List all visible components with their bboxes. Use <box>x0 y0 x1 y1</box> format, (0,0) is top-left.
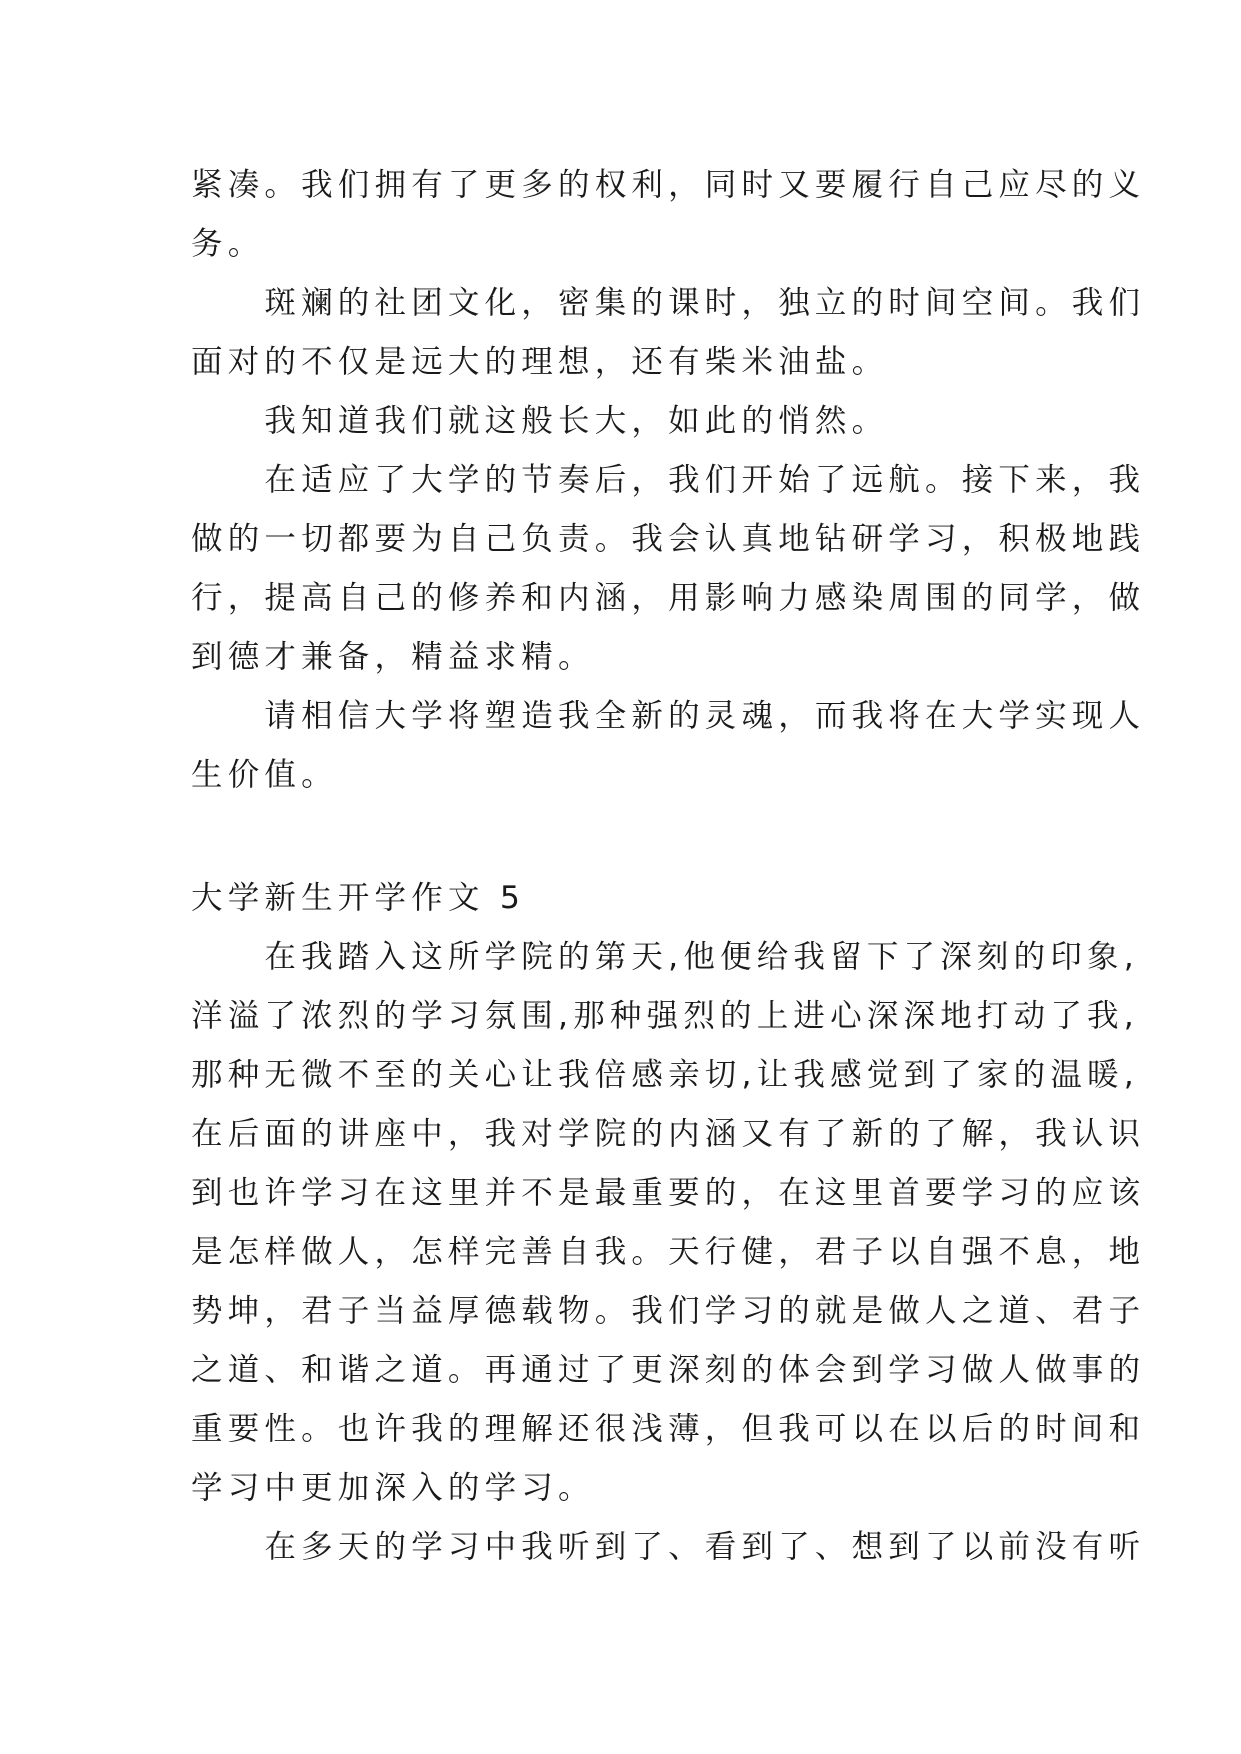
text-line: 做的一切都要为自己负责。我会认真地钻研学习，积极地践 <box>191 521 1146 557</box>
text-line: 是怎样做人，怎样完善自我。天行健，君子以自强不息，地 <box>191 1234 1146 1270</box>
text-line: 到也许学习在这里并不是最重要的，在这里首要学习的应该 <box>191 1175 1146 1211</box>
text-line: 洋溢了浓烈的学习氛围,那种强烈的上进心深深地打动了我, <box>191 998 1139 1034</box>
text-line: 在多天的学习中我听到了、看到了、想到了以前没有听 <box>191 1529 1146 1565</box>
paragraph <box>191 687 1146 805</box>
text-line: 在后面的讲座中，我对学院的内涵又有了新的了解，我认识 <box>191 1116 1146 1152</box>
paragraph <box>191 274 1146 392</box>
text-line: 势坤，君子当益厚德载物。我们学习的就是做人之道、君子 <box>191 1293 1146 1329</box>
text-line: 在适应了大学的节奏后，我们开始了远航。接下来，我 <box>191 462 1146 498</box>
section-heading-text: 大学新生开学作文 5 <box>191 880 526 916</box>
text-line: 在我踏入这所学院的第天,他便给我留下了深刻的印象, <box>191 939 1139 975</box>
paragraph <box>191 392 1059 451</box>
text-line: 行，提高自己的修养和内涵，用影响力感染周围的同学，做 <box>191 580 1146 616</box>
section-gap <box>191 805 1059 869</box>
text-line: 紧凑。我们拥有了更多的权利，同时又要履行自己应尽的义 <box>191 167 1146 203</box>
paragraph <box>191 451 1146 687</box>
text-line: 学习中更加深入的学习。 <box>191 1470 595 1506</box>
text-column <box>191 156 1146 1577</box>
text-line: 生价值。 <box>191 757 338 793</box>
text-line: 斑斓的社团文化，密集的课时，独立的时间空间。我们 <box>191 285 1146 321</box>
paragraph <box>191 156 1146 274</box>
text-line: 重要性。也许我的理解还很浅薄，但我可以在以后的时间和 <box>191 1411 1146 1447</box>
section-heading <box>191 869 1059 928</box>
text-line: 我知道我们就这般长大，如此的悄然。 <box>191 403 889 439</box>
text-line: 到德才兼备，精益求精。 <box>191 639 595 675</box>
text-line: 那种无微不至的关心让我倍感亲切,让我感觉到了家的温暖, <box>191 1057 1139 1093</box>
text-line: 之道、和谐之道。再通过了更深刻的体会到学习做人做事的 <box>191 1352 1146 1388</box>
text-line: 面对的不仅是远大的理想，还有柴米油盐。 <box>191 344 889 380</box>
paragraph <box>191 928 1146 1518</box>
text-line: 务。 <box>191 226 265 262</box>
text-line: 请相信大学将塑造我全新的灵魂，而我将在大学实现人 <box>191 698 1146 734</box>
paragraph <box>191 1518 1146 1577</box>
